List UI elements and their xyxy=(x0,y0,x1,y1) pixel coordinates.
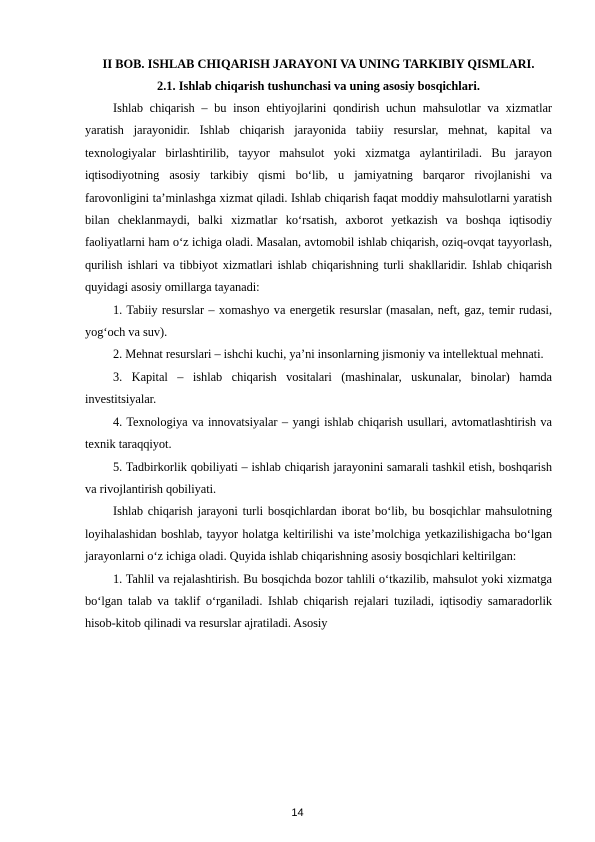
chapter-title: II BOB. ISHLAB CHIQARISH JARAYONI VA UNING TARKIBIY QISMLARI. xyxy=(102,57,535,71)
paragraph-stages-intro: Ishlab chiqarish jarayoni turli bosqichlardan iborat bo‘lib, bu bosqichlar mahsulotning loyihalashidan boshlab, tayyor holatga keltirilishi va iste’molchiga yetkazilishigacha bo‘lgan jarayonlarni o‘z ichiga oladi. Quyida ishlab chiqarishning asosiy bosqichlari keltirilgan: xyxy=(85,504,552,564)
list-item-entrepreneurship: 5. Tadbirkorlik qobiliyati – ishlab chiqarish jarayonini samarali tashkil etish, boshqarish va rivojlantirish qobiliyati. xyxy=(85,459,552,496)
paragraph-intro: Ishlab chiqarish – bu inson ehtiyojlarini qondirish uchun mahsulotlar va xizmatlar yaratish jarayonidir. Ishlab chiqarish jarayonida tabiiy resurslar, mehnat, kapital va texnologiyalar birlashtirilib, tayyor mahsulot yoki xizmatga aylantiriladi. Bu jarayon iqtisodiyotning asosiy tarkibiy qismi bo‘lib, u jamiyatning barqaror rivojlanishi va farovonligini ta’minlashga xizmat qiladi. Ishlab chiqarish faqat moddiy mahsulotlarni yaratish bilan cheklanmaydi, balki xizmatlar ko‘rsatish, axborot yetkazish va boshqa iqtisodiy faoliyatlarni ham o‘z ichiga oladi. Masalan, avtomobil ishlab chiqarish, oziq-ovqat tayyorlash, qurilish ishlari va tibbiyot xizmatlari ishlab chiqarishning turli shakllaridir. Ishlab chiqarish quyidagi asosiy omillarga tayanadi: xyxy=(85,101,552,295)
page-content xyxy=(85,53,552,635)
list-item-technology: 4. Texnologiya va innovatsiyalar – yangi ishlab chiqarish usullari, avtomatlashtirish va texnik taraqqiyot. xyxy=(85,414,552,452)
section-title: 2.1. Ishlab chiqarish tushunchasi va uning asosiy bosqichlari. xyxy=(157,79,480,93)
page-number: 14 xyxy=(291,807,304,819)
list-item-analysis-planning: 1. Tahlil va rejalashtirish. Bu bosqichda bozor tahlili o‘tkazilib, mahsulot yoki xizmatga bo‘lgan talab va taklif o‘rganiladi. Ishlab chiqarish rejalari tuziladi, iqtisodiy samaradorlik hisob-kitob qilinadi va resurslar ajratiladi. Asosiy xyxy=(85,571,552,631)
list-item-natural-resources: 1. Tabiiy resurslar – xomashyo va energetik resurslar (masalan, neft, gaz, temir rudasi, yog‘och va suv). xyxy=(85,302,552,340)
list-item-capital: 3. Kapital – ishlab chiqarish vositalari (mashinalar, uskunalar, binolar) hamda investitsiyalar. xyxy=(85,369,552,407)
list-item-labor-resources: 2. Mehnat resurslari – ishchi kuchi, ya’ni insonlarning jismoniy va intellektual mehnati. xyxy=(113,347,544,362)
